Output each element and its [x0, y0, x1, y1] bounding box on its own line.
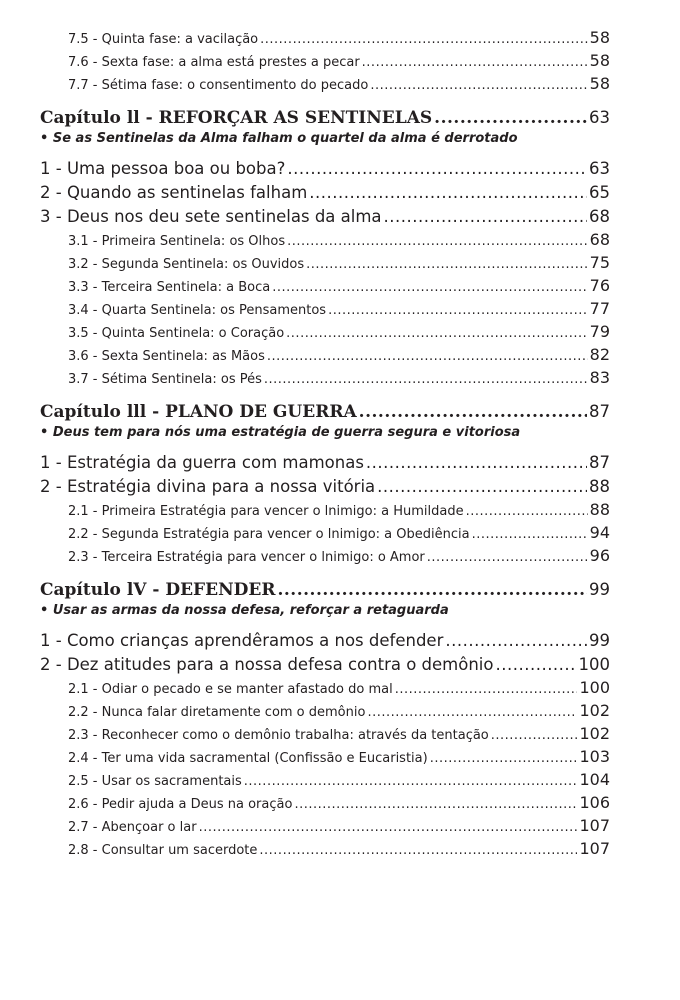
toc-entry[interactable]	[40, 73, 610, 96]
toc-subentry-title: 2.7 - Abençoar o lar	[68, 820, 197, 835]
toc-subentry-title: 3.1 - Primeira Sentinela: os Olhos	[68, 234, 286, 249]
toc-subentry-title: 2.1 - Odiar o pecado e se manter afastado do mal	[68, 682, 393, 697]
chapter-subtitle: • Usar as armas da nossa defesa, reforçar a retaguarda	[40, 603, 449, 618]
dot-leader	[199, 817, 578, 838]
chapter-page: 87	[589, 402, 610, 421]
dot-leader	[384, 205, 587, 229]
toc-subentry-title: 2.3 - Reconhecer como o demônio trabalha: através da tentação	[68, 728, 489, 743]
toc-subentry[interactable]	[40, 298, 610, 321]
toc-subentry-title: 3.7 - Sétima Sentinela: os Pés	[68, 372, 262, 387]
toc-entry[interactable]	[40, 27, 610, 50]
toc-entry-title: 3 - Deus nos deu sete sentinelas da alma	[40, 207, 382, 226]
chapter-heading[interactable]	[40, 106, 610, 130]
toc-entry-page: 87	[589, 453, 610, 472]
dot-leader	[287, 157, 587, 181]
toc-entry-title: 2 - Estratégia divina para a nossa vitória	[40, 477, 376, 496]
toc-subentry-title: 3.5 - Quinta Sentinela: o Coração	[68, 326, 285, 341]
dot-leader	[309, 181, 587, 205]
chapter-subtitle: • Se as Sentinelas da Alma falham o quartel da alma é derrotado	[40, 131, 518, 146]
toc-entry-title: 1 - Estratégia da guerra com mamonas	[40, 453, 364, 472]
dot-leader	[277, 578, 587, 602]
dot-leader	[264, 369, 588, 390]
toc-subentry[interactable]	[40, 522, 610, 545]
toc-subentry-title: 2.6 - Pedir ajuda a Deus na oração	[68, 797, 293, 812]
toc-entry-page: 58	[589, 74, 610, 93]
dot-leader	[286, 323, 587, 344]
toc-subentry-title: 3.6 - Sexta Sentinela: as Mãos	[68, 349, 265, 364]
dot-leader	[272, 277, 587, 298]
toc-subentry[interactable]	[40, 746, 610, 769]
dot-leader	[466, 501, 588, 522]
toc-entry-page: 58	[589, 28, 610, 47]
dot-leader	[287, 231, 588, 252]
dot-leader	[366, 451, 587, 475]
toc-entry-page: 99	[589, 631, 610, 650]
toc-subentry[interactable]	[40, 252, 610, 275]
dot-leader	[328, 300, 588, 321]
dot-leader	[267, 346, 588, 367]
toc-entry-page: 100	[578, 655, 610, 674]
toc-entry-title: 2 - Dez atitudes para a nossa defesa contra o demônio	[40, 655, 494, 674]
dot-leader	[359, 400, 587, 424]
toc-subentry[interactable]	[40, 838, 610, 861]
chapter-heading[interactable]	[40, 400, 610, 424]
toc-subentry-title: 2.3 - Terceira Estratégia para vencer o lnimigo: o Amor	[68, 550, 425, 565]
chapter-page: 99	[589, 580, 610, 599]
toc-subentry-title: 2.5 - Usar os sacramentais	[68, 774, 242, 789]
toc-subentry[interactable]	[40, 275, 610, 298]
toc-subentry[interactable]	[40, 499, 610, 522]
toc-subentry-title: 3.2 - Segunda Sentinela: os Ouvidos	[68, 257, 305, 272]
toc-subentry[interactable]	[40, 367, 610, 390]
toc-subentry-title: 3.3 - Terceira Sentinela: a Boca	[68, 280, 271, 295]
toc-subentry-page: 75	[589, 253, 610, 272]
dot-leader	[395, 679, 578, 700]
dot-leader	[260, 29, 588, 50]
dot-leader	[472, 524, 588, 545]
toc-entry-title: 1 - Como crianças aprendêramos a nos defender	[40, 631, 444, 650]
toc-subentry[interactable]	[40, 677, 610, 700]
toc-entry[interactable]	[40, 653, 610, 677]
toc-entry-title: 7.6 - Sexta fase: a alma está prestes a pecar	[68, 55, 360, 70]
dot-leader	[244, 771, 578, 792]
chapter-page: 63	[589, 108, 610, 127]
toc-entry-page: 88	[589, 477, 610, 496]
toc-subentry-page: 82	[589, 345, 610, 364]
toc-entry-page: 58	[589, 51, 610, 70]
toc-subentry-page: 106	[579, 793, 610, 812]
toc-subentry[interactable]	[40, 769, 610, 792]
toc-subentry-page: 107	[579, 816, 610, 835]
toc-subentry-title: 2.8 - Consultar um sacerdote	[68, 843, 258, 858]
toc-subentry-page: 102	[579, 724, 610, 743]
toc-entry-page: 68	[589, 207, 610, 226]
dot-leader	[306, 254, 588, 275]
toc-entry[interactable]	[40, 50, 610, 73]
toc-subentry[interactable]	[40, 545, 610, 568]
toc-subentry-page: 102	[579, 701, 610, 720]
toc-subentry[interactable]	[40, 815, 610, 838]
toc-subentry-title: 3.4 - Quarta Sentinela: os Pensamentos	[68, 303, 327, 318]
toc-subentry-page: 94	[589, 523, 610, 542]
toc-entry-page: 65	[589, 183, 610, 202]
toc-subentry-page: 77	[589, 299, 610, 318]
toc-entry[interactable]	[40, 181, 610, 205]
toc-subentry-page: 76	[589, 276, 610, 295]
toc-subentry[interactable]	[40, 700, 610, 723]
toc-entry-page: 63	[589, 159, 610, 178]
toc-subentry-page: 100	[579, 678, 610, 697]
toc-subentry-page: 104	[579, 770, 610, 789]
toc-entry[interactable]	[40, 629, 610, 653]
toc-subentry[interactable]	[40, 344, 610, 367]
toc-subentry-title: 2.2 - Segunda Estratégia para vencer o lnimigo: a Obediência	[68, 527, 470, 542]
table-of-contents	[40, 27, 610, 861]
dot-leader	[495, 653, 576, 677]
toc-subentry-title: 2.1 - Primeira Estratégia para vencer o lnimigo: a Humildade	[68, 504, 464, 519]
chapter-title: Capítulo lV - DEFENDER	[40, 580, 276, 600]
toc-entry[interactable]	[40, 205, 610, 229]
toc-subentry-page: 103	[579, 747, 610, 766]
toc-entry[interactable]	[40, 451, 610, 475]
chapter-title: Capítulo ll - REFORÇAR AS SENTINELAS	[40, 108, 433, 128]
toc-entry[interactable]	[40, 475, 610, 499]
dot-leader	[427, 547, 588, 568]
toc-entry[interactable]	[40, 157, 610, 181]
toc-subentry-page: 79	[589, 322, 610, 341]
toc-subentry-page: 68	[589, 230, 610, 249]
toc-entry-title: 7.7 - Sétima fase: o consentimento do pecado	[68, 78, 369, 93]
toc-subentry-page: 107	[579, 839, 610, 858]
toc-subentry[interactable]	[40, 321, 610, 344]
dot-leader	[259, 840, 577, 861]
dot-leader	[370, 75, 587, 96]
chapter-subtitle: • Deus tem para nós uma estratégia de guerra segura e vitoriosa	[40, 425, 521, 440]
toc-subentry-page: 83	[589, 368, 610, 387]
dot-leader	[367, 702, 577, 723]
toc-entry-title: 1 - Uma pessoa boa ou boba?	[40, 159, 286, 178]
toc-subentry-title: 2.4 - Ter uma vida sacramental (Confissão e Eucaristia)	[68, 751, 428, 766]
dot-leader	[434, 106, 587, 130]
dot-leader	[445, 629, 587, 653]
dot-leader	[362, 52, 588, 73]
toc-entry-title: 2 - Quando as sentinelas falham	[40, 183, 308, 202]
toc-subentry-title: 2.2 - Nunca falar diretamente com o demônio	[68, 705, 366, 720]
dot-leader	[491, 725, 578, 746]
chapter-heading[interactable]	[40, 578, 610, 602]
dot-leader	[430, 748, 578, 769]
toc-entry-title: 7.5 - Quinta fase: a vacilação	[68, 32, 259, 47]
dot-leader	[377, 475, 587, 499]
toc-subentry-page: 88	[589, 500, 610, 519]
dot-leader	[294, 794, 577, 815]
chapter-title: Capítulo lll - PLANO DE GUERRA	[40, 402, 357, 422]
toc-subentry[interactable]	[40, 792, 610, 815]
toc-subentry-page: 96	[589, 546, 610, 565]
toc-subentry[interactable]	[40, 229, 610, 252]
toc-subentry[interactable]	[40, 723, 610, 746]
